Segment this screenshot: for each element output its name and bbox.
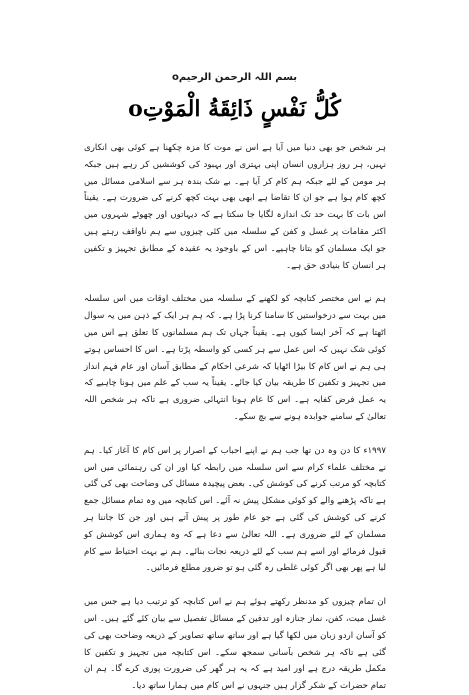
bismillah-heading: بسم اللہ الرحمن الرحیمo xyxy=(171,72,298,83)
page-title: كُلُّ نَفْسٍ ذَائِقَةُ الْمَوْتِo xyxy=(128,96,341,122)
paragraph-1: ہر شخص جو بھی دنیا میں آیا ہے اس نے موت کا مزہ چکھنا ہے کوئی بھی انکاری نہیں، ہر روز ہزاروں انسان اپنی بہتری اور بہبود کی کوششیں کر رہے ہیں جبکہ ہر مومن کے لئے جبکہ ہم کام کر آیا ہے۔ بے شک بندہ ہر سے اسلامی مسائل میں کچھ کام ہوا ہے جو ان کا تقاضا ہے ابھی بھی بہت کچھ کرنے کی ضرورت ہے۔ یقیناً اس بات کا بہت حد تک اندازہ لگایا جا سکتا ہے کہ دیہاتوں اور چھوٹے شہروں میں اکثر مقامات پر غسل و کفن کے سلسلہ میں کئی چیزوں سے ہم ناواقف رہتے ہیں جو ایک مسلمان کو بتانا چاہیے۔ اس کے باوجود یہ عقیدہ کے مطابق تجہیز و تکفین ہر انسان کا بنیادی حق ہے۔ xyxy=(84,143,386,271)
paragraph-3: ۱۹۹۷ء کا دن وہ دن تھا جب ہم نے اپنے احباب کے اصرار پر اس کام کا آغاز کیا۔ ہم نے مختلف علماء کرام سے اس سلسلہ میں رابطہ کیا اور ان کی رہنمائی میں اس کتابچہ کو مرتب کرنے کی کوشش کی۔ بعض پیچیدہ مسائل کی وضاحت بھی کی گئی ہے تاکہ پڑھنے والے کو کوئی مشکل پیش نہ آئے۔ اس کتابچہ میں وہ تمام مسائل جمع کرنے کی کوشش کی گئی ہے جو عام طور پر پیش آتے ہیں اور جن کا جاننا ہر مسلمان کے لئے ضروری ہے۔ اللہ تعالیٰ سے دعا ہے کہ وہ ہماری اس کوشش کو قبول فرمائے اور اسے ہم سب کے لئے ذریعہ نجات بنائے۔ ہم نے بہت احتیاط سے کام لیا ہے پھر بھی اگر کوئی غلطی رہ گئی ہو تو ضرور مطلع فرمائیں۔ xyxy=(84,445,386,574)
body-text xyxy=(84,140,386,695)
paragraph-4: ان تمام چیزوں کو مدنظر رکھتے ہوئے ہم نے اس کتابچہ کو ترتیب دیا ہے جس میں غسل میت، کفن، نماز جنازہ اور تدفین کے مسائل تفصیل سے بیان کئے گئے ہیں۔ اس کو آسان اردو زبان میں لکھا گیا ہے اور ساتھ ساتھ تصاویر کے ذریعہ وضاحت بھی کی گئی ہے تاکہ ہر شخص بآسانی سمجھ سکے۔ اس کتابچہ میں تجہیز و تکفین کا مکمل طریقہ درج ہے اور امید ہے کہ یہ ہر گھر کی ضرورت پوری کرے گا۔ ہم ان تمام حضرات کے شکر گزار ہیں جنہوں نے اس کام میں ہمارا ساتھ دیا۔ xyxy=(84,597,386,692)
paragraph-2: ہم نے اس مختصر کتابچہ کو لکھنے کے سلسلہ میں مختلف اوقات میں اس سلسلہ میں بہت سے درخواستیں کا سامنا کرنا پڑا ہے۔ کہ ہم ہر ایک کے ذہن میں یہ سوال اٹھتا ہے کہ آخر ایسا کیوں ہے۔ یقیناً جہاں تک ہم مسلمانوں کا تعلق ہے اس میں کوئی شک نہیں کہ اس عمل سے ہر کسی کو واسطہ پڑتا ہے۔ اس کا احساس ہوتے ہی ہم نے اس کام کا بیڑا اٹھایا کہ شرعی احکام کے مطابق آسان اور عام فہم انداز میں تجہیز و تکفین کا طریقہ بیان کیا جائے۔ یقیناً یہ سب کے علم میں ہونا چاہیے کہ یہ عمل فرض کفایہ ہے۔ اس کا عام ہونا انتہائی ضروری ہے تاکہ ہر شخص اللہ تعالیٰ کے سامنے جوابدہ ہونے سے بچ سکے۔ xyxy=(84,294,386,422)
